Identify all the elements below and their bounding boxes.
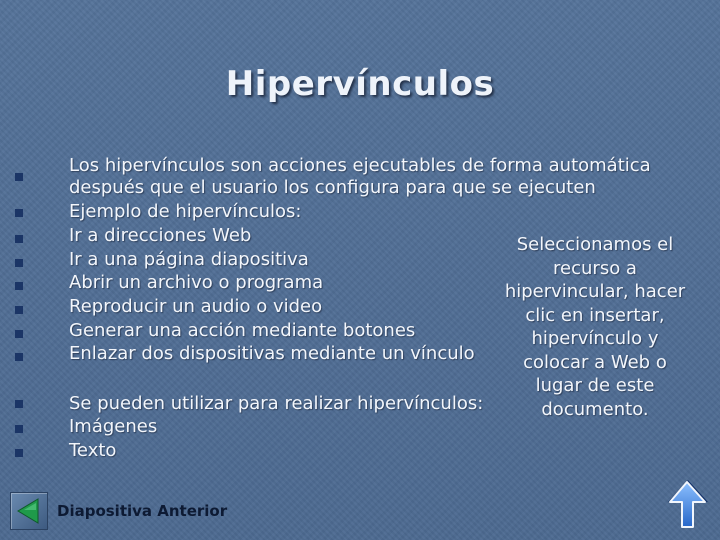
side-note-line: Seleccionamos el	[516, 234, 674, 255]
bullet-marker	[15, 259, 23, 267]
list-item: Generar una acción mediante botones	[69, 320, 416, 341]
left-triangle-icon	[11, 493, 47, 529]
bullet-marker	[15, 235, 23, 243]
bullet-marker	[15, 282, 23, 290]
side-note-line: recurso a	[553, 257, 637, 279]
list-item: Reproducir un audio o video	[69, 296, 323, 317]
side-note-line: colocar a Web o	[523, 351, 667, 373]
bullet-marker	[15, 209, 23, 217]
bullet-marker	[15, 425, 23, 433]
return-arrow-icon[interactable]	[663, 478, 711, 530]
list-item: Texto	[69, 440, 117, 461]
side-note	[490, 233, 700, 421]
side-note-line: hipervincular, hacer	[504, 281, 686, 302]
bullet-marker	[15, 353, 23, 361]
bullet-marker	[15, 330, 23, 338]
list-item: Ir a una página diapositiva	[69, 249, 309, 270]
bullet-uses-heading: Se pueden utilizar para realizar hipervínculos:	[69, 393, 484, 414]
bullet-marker	[15, 449, 23, 457]
side-note-line: lugar de este	[535, 375, 655, 396]
previous-slide-label[interactable]: Diapositiva Anterior	[57, 502, 228, 520]
bullet-marker	[15, 400, 23, 408]
slide-title: Hipervínculos	[225, 64, 495, 104]
list-item: Imágenes	[69, 416, 158, 437]
bullet-examples-heading: Ejemplo de hipervínculos:	[69, 201, 302, 222]
list-item: Ir a direcciones Web	[69, 225, 252, 246]
side-note-line: documento.	[541, 398, 649, 420]
list-item: Abrir un archivo o programa	[69, 272, 324, 293]
previous-slide-button[interactable]	[10, 492, 48, 530]
bullet-intro-line2: después que el usuario los configura para que se ejecuten	[69, 177, 596, 198]
side-note-line: hipervínculo y	[531, 328, 659, 349]
bullet-marker	[15, 306, 23, 314]
bullet-marker	[15, 173, 23, 181]
bullet-intro-line1: Los hipervínculos son acciones ejecutables de forma automática	[69, 155, 651, 176]
side-note-line: clic en insertar,	[525, 304, 665, 326]
list-item: Enlazar dos dispositivas mediante un vínculo	[69, 343, 475, 364]
